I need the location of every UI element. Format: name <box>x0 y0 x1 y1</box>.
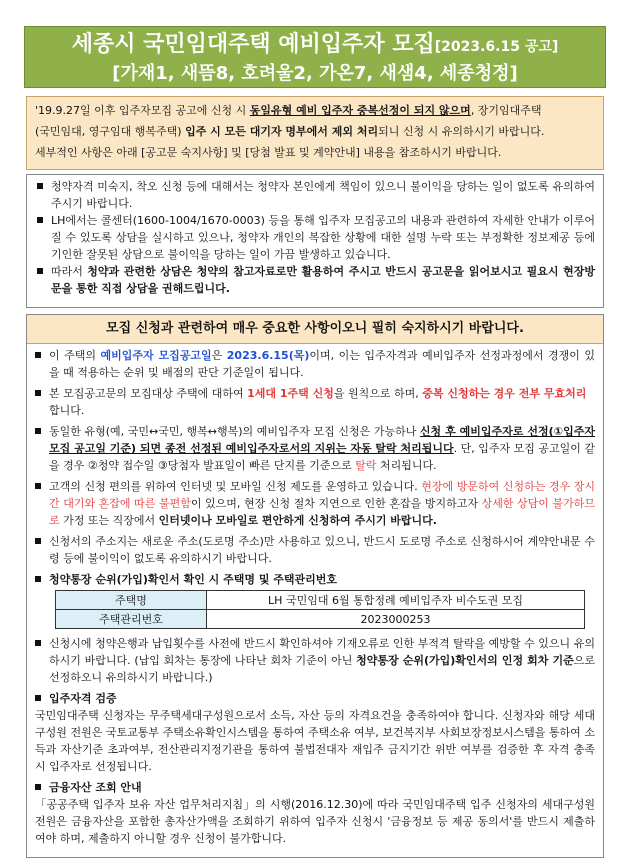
section-body <box>27 344 603 847</box>
list-item: 신청시에 청약은행과 납입횟수를 사전에 반드시 확인하셔야 기재오류로 인한 부적격 탈락을 예방할 수 있으니 유의하시기 바랍니다. (납입 회차는 통장에 나타난 회차 기준이 아닌 청약통장 순위(가입)확인서의 인정 회차 기준으로 선정하오니 유의하시기 바랍니다.) <box>35 635 595 686</box>
title-date: [2023.6.15 공고] <box>434 39 559 55</box>
list-item: 이 주택의 예비입주자 모집공고일은 2023.6.15(목)이며, 이는 입주자격과 예비입주자 선정과정에서 경쟁이 있을 때 적용하는 순위 및 배점의 판단 기준일이 됩니다. <box>35 347 595 381</box>
list-item: LH에서는 콜센터(1600-1004/1670-0003) 등을 통해 입주자 모집공고의 내용과 관련하여 자세한 안내가 이루어질 수 있도록 상담을 실시하고 있으나, 청약자 개인의 복잡한 상황에 대한 설명 누락 또는 부정확한 정보제공 등에 기인한 잘못된 상담으로 불이익을 당하는 일이 가끔 발생하고 있습니다. <box>37 212 595 263</box>
square-bullet-icon <box>35 695 41 701</box>
title-complex-list: [가재1, 새뜸8, 호려울2, 가온7, 새샘4, 세종청정] <box>112 63 518 84</box>
list-item: 청약통장 순위(가입)확인서 확인 시 주택명 및 주택관리번호 <box>35 571 595 588</box>
title-banner <box>24 26 606 88</box>
square-bullet-icon <box>37 217 43 223</box>
table-row <box>56 610 585 629</box>
housing-info-table <box>55 590 585 629</box>
square-bullet-icon <box>35 784 41 790</box>
notice-line2: (국민임대, 영구임대 행복주택) 입주 시 모든 대기자 명부에서 제외 처리되니 신청 시 유의하시기 바랍니다. <box>35 125 545 138</box>
table-label: 주택관리번호 <box>56 610 207 629</box>
square-bullet-icon <box>35 640 41 646</box>
notice-line1: '19.9.27일 이후 입주자모집 공고에 신청 시 동일유형 예비 입주자 중복선정이 되지 않으며, 장기임대주택 <box>35 104 542 117</box>
section-heading: 모집 신청과 관련하여 매우 중요한 사항이오니 필히 숙지하시기 바랍니다. <box>27 315 603 344</box>
title-line1 <box>25 31 605 61</box>
square-bullet-icon <box>35 428 41 434</box>
list-item: 청약자격 미숙지, 착오 신청 등에 대해서는 청약자 본인에게 책임이 있으니 불이익을 당하는 일이 없도록 유의하여 주시기 바랍니다. <box>37 178 595 212</box>
list-item: 따라서 청약과 관련한 상담은 청약의 참고자료로만 활용하여 주시고 반드시 공고문을 읽어보시고 필요시 현장방문을 통한 직접 상담을 권해드립니다. <box>37 263 595 297</box>
consultation-advice-box <box>26 174 604 308</box>
square-bullet-icon <box>37 268 43 274</box>
table-label: 주택명 <box>56 591 207 610</box>
notice-line3: 세부적인 사항은 아래 [공고문 숙지사항] 및 [당첨 발표 및 계약안내] 내용을 참조하시기 바랍니다. <box>35 146 502 159</box>
square-bullet-icon <box>35 352 41 358</box>
table-row <box>56 591 585 610</box>
list-item: 고객의 신청 편의를 위하여 인터넷 및 모바일 신청 제도를 운영하고 있습니다. 현장에 방문하여 신청하는 경우 장시간 대기와 혼잡에 따른 불편함이 있으며, 현장 신청 절차 지연으로 인한 혼잡을 방지하고자 상세한 상담이 불가하므로 가정 또는 직장에서 인터넷이나 모바일로 편안하게 신청하여 주시기 바랍니다. <box>35 478 595 529</box>
table-value: LH 국민임대 6월 통합정례 예비입주자 비수도권 모집 <box>207 591 585 610</box>
list-item: 동일한 유형(예, 국민↔국민, 행복↔행복)의 예비입주자 모집 신청은 가능하나 신청 후 예비입주자로 선정(①입주자모집 공고일 기준) 되면 종전 선정된 예비입주자로서의 지위는 자동 탈락 처리됩니다. 단, 입주자 모집 공고일이 같을 경우 ②청약 접수일 ③당첨자 발표일이 빠른 단지를 기준으로 탈락 처리됩니다. <box>35 423 595 474</box>
duplicate-selection-notice <box>26 96 604 170</box>
square-bullet-icon <box>35 576 41 582</box>
square-bullet-icon <box>35 390 41 396</box>
list-item: 신청서의 주소지는 새로운 주소(도로명 주소)만 사용하고 있으니, 반드시 도로명 주소로 신청하시어 계약안내문 수령 등에 불이익이 없도록 유의하시기 바랍니다. <box>35 533 595 567</box>
square-bullet-icon <box>35 483 41 489</box>
important-notice-section <box>26 314 604 858</box>
list-item: 본 모집공고문의 모집대상 주택에 대하여 1세대 1주택 신청을 원칙으로 하며, 중복 신청하는 경우 전부 무효처리 합니다. <box>35 385 595 419</box>
list-item: 금융자산 조회 안내 <box>35 779 595 796</box>
title-main: 세종시 국민임대주택 예비입주자 모집 <box>71 32 435 57</box>
square-bullet-icon <box>37 183 43 189</box>
financial-asset-text: 「공공주택 입주자 보유 자산 업무처리지침」의 시행(2016.12.30)에 따라 국민임대주택 입주 신청자의 세대구성원 전원은 금융자산을 포함한 총자산가액을 조회하기 위하여 입주자 신청시 '금융정보 등 제공 동의서'를 반드시 제출하여야 하며, 제출하지 아니할 경우 신청이 불가합니다. <box>35 798 595 845</box>
table-value: 2023000253 <box>207 610 585 629</box>
square-bullet-icon <box>35 538 41 544</box>
list-item: 입주자격 검증 <box>35 690 595 707</box>
eligibility-text: 국민임대주택 신청자는 무주택세대구성원으로서 소득, 자산 등의 자격요건을 충족하여야 합니다. 신청자와 해당 세대구성원 전원은 국토교통부 주택소유확인시스템을 통하여 주택소유 여부, 보건복지부 사회보장정보시스템을 통하여 소득과 자산기준 초과여부, 전산관리지정기관을 통하여 불법전대자 재입주 금지기간 위반 여부를 검증한 후 자격 충족 시 입주자로 선정됩니다. <box>35 709 595 773</box>
